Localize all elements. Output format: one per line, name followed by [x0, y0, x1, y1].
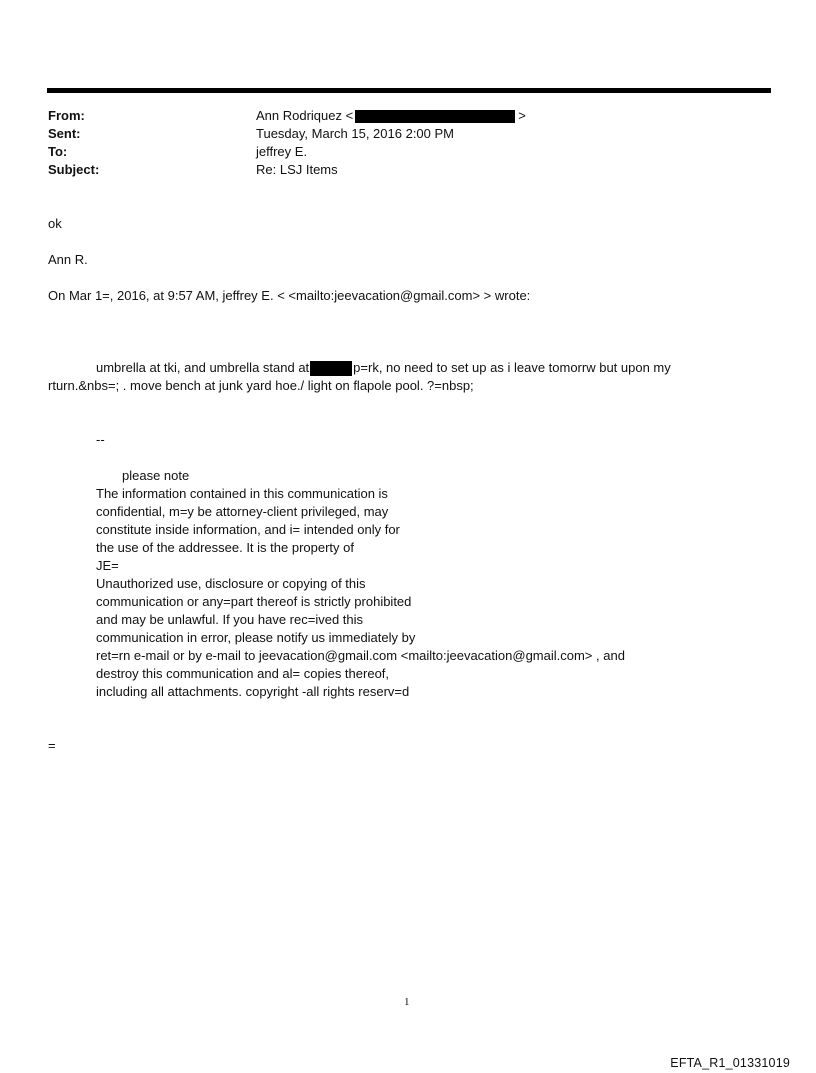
quoted-message-part-1: umbrella at tki, and umbrella stand at: [96, 360, 310, 375]
to-value: jeffrey E.: [256, 144, 308, 159]
from-name: Ann Rodriquez <: [256, 108, 354, 123]
please-note: please note: [122, 468, 190, 483]
signature-dashes: --: [96, 432, 105, 447]
disclaimer-line: the use of the addressee. It is the property of: [96, 540, 354, 555]
disclaimer-line: Unauthorized use, disclosure or copying of this: [96, 576, 366, 591]
disclaimer-line: communication or any=part thereof is strictly prohibited: [96, 594, 412, 609]
disclaimer-line: The information contained in this communication is: [96, 486, 388, 501]
sent-value: Tuesday, March 15, 2016 2:00 PM: [256, 126, 454, 141]
redaction-block: [355, 110, 515, 123]
page-number: 1: [404, 996, 410, 1008]
disclaimer-line: communication in error, please notify us immediately by: [96, 630, 416, 645]
disclaimer-line: including all attachments. copyright -all rights reserv=d: [96, 684, 410, 699]
quoted-message-part-2: p=rk, no need to set up as i leave tomorrw but upon my: [353, 360, 671, 375]
quote-header: On Mar 1=, 2016, at 9:57 AM, jeffrey E. < <mailto:jeevacation@gmail.com> > wrote:: [48, 288, 531, 303]
quoted-message-line-1: [96, 359, 671, 377]
to-label: To:: [48, 144, 68, 159]
disclaimer-line: JE=: [96, 558, 119, 573]
header-rule: [47, 88, 771, 93]
from-value: [256, 107, 526, 125]
quoted-message-line-2: rturn.&nbs=; . move bench at junk yard hoe./ light on flapole pool. ?=nbsp;: [48, 378, 474, 393]
disclaimer-line: confidential, m=y be attorney-client privileged, may: [96, 504, 389, 519]
subject-value: Re: LSJ Items: [256, 162, 338, 177]
disclaimer-line: ret=rn e-mail or by e-mail to jeevacation@gmail.com <mailto:jeevacation@gmail.com> , and: [96, 648, 625, 663]
disclaimer-line: constitute inside information, and i= intended only for: [96, 522, 400, 537]
subject-label: Subject:: [48, 162, 100, 177]
bates-stamp: EFTA_R1_01331019: [670, 1056, 790, 1070]
redaction-block: [310, 361, 352, 376]
from-close: >: [518, 108, 526, 123]
signature: Ann R.: [48, 252, 88, 267]
reply-text: ok: [48, 216, 62, 231]
from-label: From:: [48, 108, 85, 123]
sent-label: Sent:: [48, 126, 81, 141]
disclaimer-line: and may be unlawful. If you have rec=ived this: [96, 612, 364, 627]
trailing-equals: =: [48, 738, 56, 753]
disclaimer-line: destroy this communication and al= copies thereof,: [96, 666, 390, 681]
